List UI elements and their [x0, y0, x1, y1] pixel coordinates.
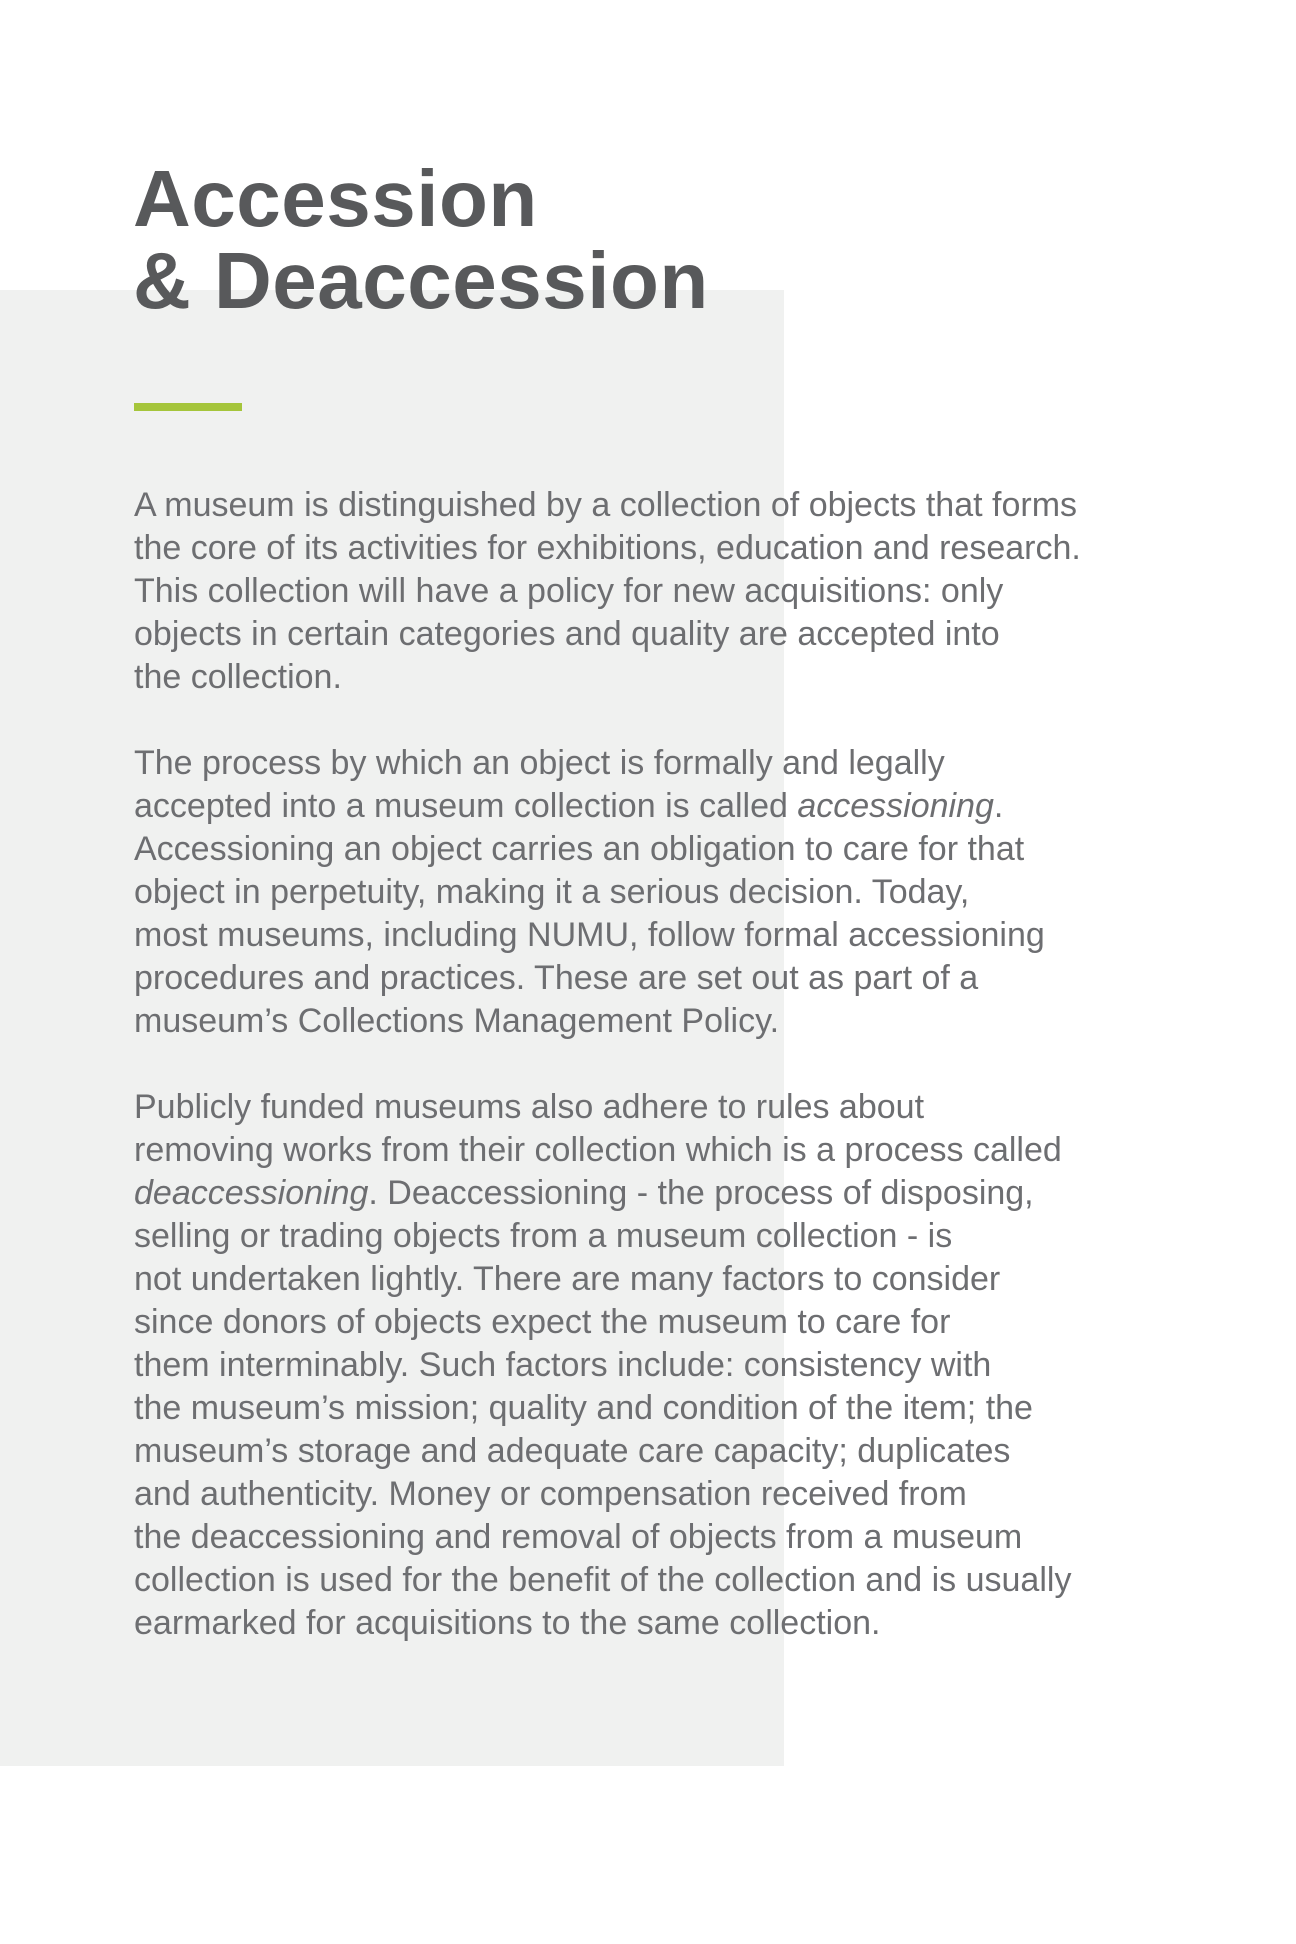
page-title-line-1: Accession [133, 154, 538, 243]
text-line: Accessioning an object carries an obligation to care for that [134, 830, 1025, 868]
text-line: selling or trading objects from a museum collection - is [134, 1217, 953, 1255]
text-line [134, 1172, 1194, 1215]
text-line: museum’s Collections Management Policy. [134, 1002, 780, 1040]
text-line: the collection. [134, 658, 342, 696]
text-line: The process by which an object is formally and legally [134, 744, 945, 782]
page-title [133, 154, 709, 325]
paragraph-deaccessioning [134, 1086, 1194, 1645]
text-line: This collection will have a policy for new acquisitions: only [134, 572, 1004, 610]
text-line: Publicly funded museums also adhere to rules about [134, 1088, 925, 1126]
body-text [134, 484, 1194, 1688]
text-line: museum’s storage and adequate care capacity; duplicates [134, 1432, 1011, 1470]
text-line: A museum is distinguished by a collection of objects that forms [134, 486, 1078, 524]
term-accessioning: accessioning [797, 787, 994, 825]
text-line: procedures and practices. These are set out as part of a [134, 959, 979, 997]
text-line: the core of its activities for exhibitions, education and research. [134, 529, 1081, 567]
text-line: object in perpetuity, making it a serious decision. Today, [134, 873, 970, 911]
text-line: the museum’s mission; quality and condition of the item; the [134, 1389, 1033, 1427]
text-line: and authenticity. Money or compensation received from [134, 1475, 967, 1513]
text-line: since donors of objects expect the museum to care for [134, 1303, 951, 1341]
text-line [134, 785, 1194, 828]
text-line: earmarked for acquisitions to the same collection. [134, 1604, 881, 1642]
page-title-line-2: & Deaccession [133, 236, 709, 325]
text-fragment: . [993, 787, 1004, 825]
text-line: removing works from their collection which is a process called [134, 1131, 1062, 1169]
text-line: them interminably. Such factors include: consistency with [134, 1346, 992, 1384]
text-line: not undertaken lightly. There are many factors to consider [134, 1260, 1001, 1298]
text-line: the deaccessioning and removal of objects from a museum [134, 1518, 1023, 1556]
text-fragment: . Deaccessioning - the process of disposing, [368, 1174, 1034, 1212]
text-line: collection is used for the benefit of the collection and is usually [134, 1561, 1072, 1599]
text-line: most museums, including NUMU, follow formal accessioning [134, 916, 1045, 954]
text-fragment: accepted into a museum collection is called [134, 787, 798, 825]
paragraph-accessioning [134, 742, 1194, 1043]
term-deaccessioning: deaccessioning [134, 1174, 369, 1212]
accent-divider [134, 403, 242, 411]
paragraph-museum-collection [134, 484, 1194, 699]
text-line: objects in certain categories and quality are accepted into [134, 615, 1000, 653]
